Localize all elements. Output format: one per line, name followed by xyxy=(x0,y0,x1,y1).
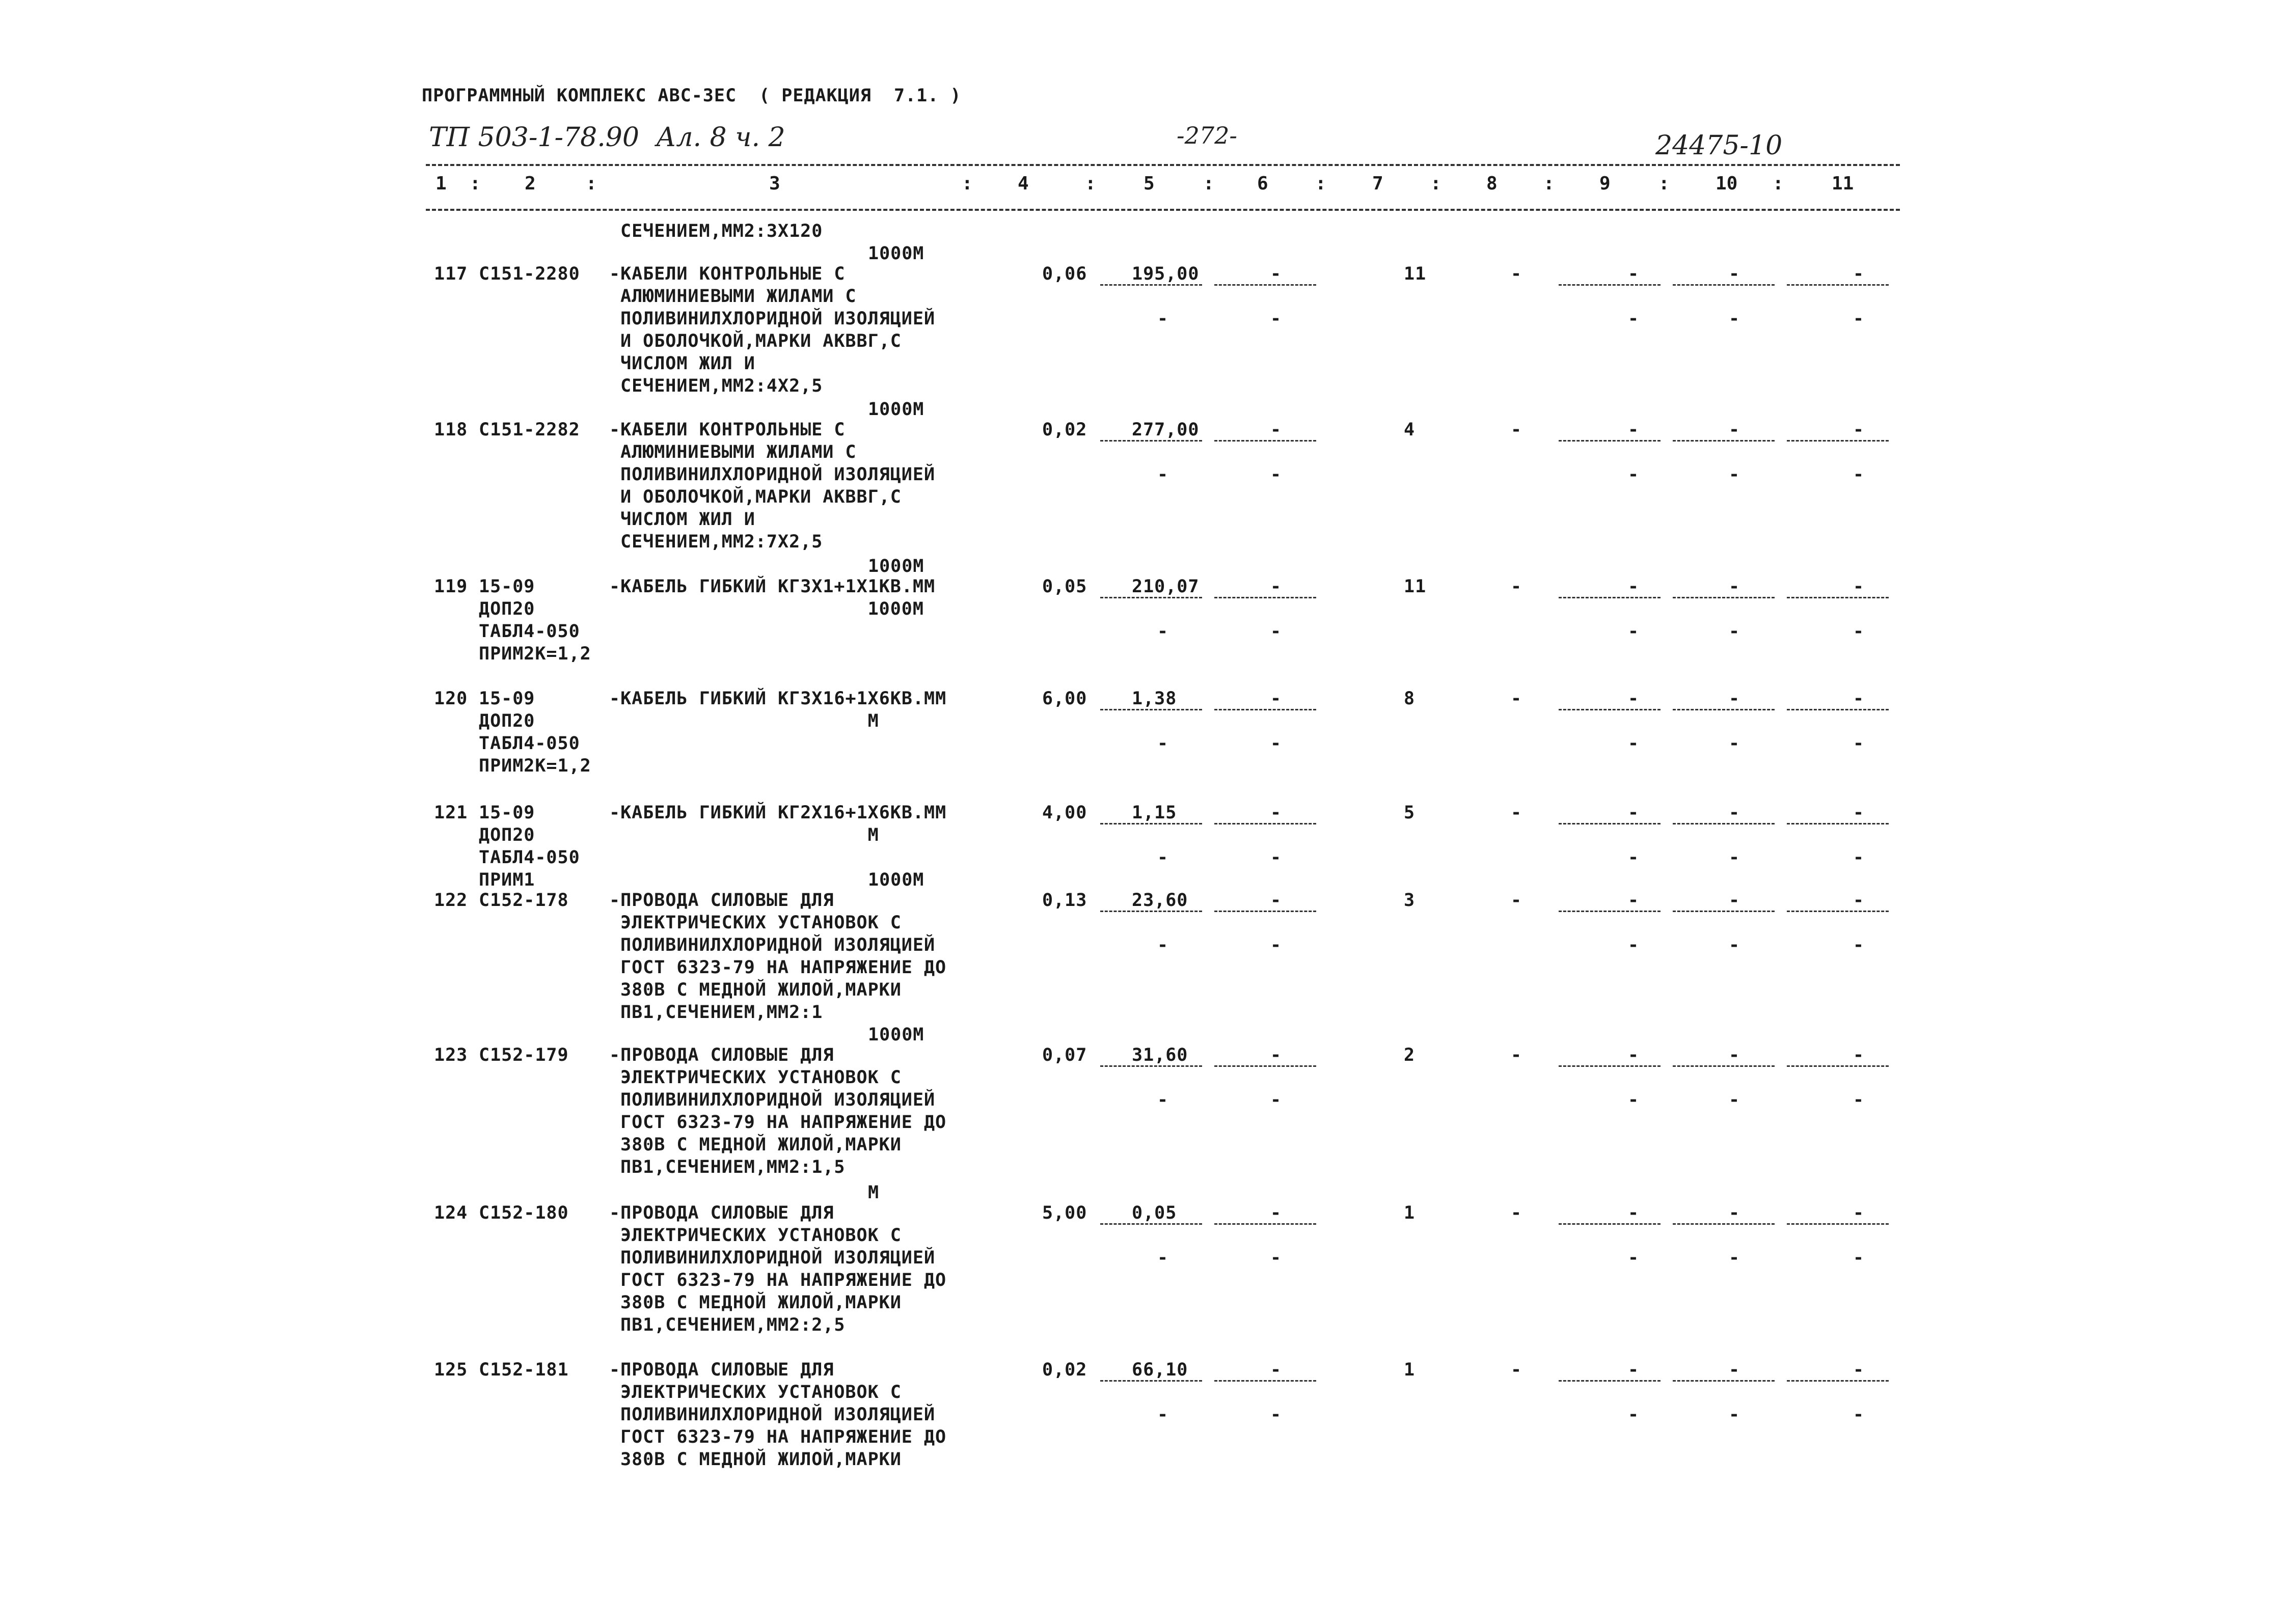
norm-code: С152-180 xyxy=(479,1203,569,1223)
description-line: М xyxy=(620,825,879,845)
col10-value: - xyxy=(1729,264,1740,284)
description-line: ПВ1,СЕЧЕНИЕМ,ММ2:1,5 xyxy=(620,1157,846,1177)
column-header-6: 6 xyxy=(1257,173,1268,194)
col9-value: - xyxy=(1628,1203,1640,1223)
separator-dash-10 xyxy=(1673,1223,1775,1225)
col7-value: 2 xyxy=(1404,1045,1416,1065)
col8-value: - xyxy=(1511,803,1522,823)
separator-dash-11 xyxy=(1787,1065,1889,1067)
col11-value: - xyxy=(1853,803,1865,823)
program-title: ПРОГРАММНЫЙ КОМПЛЕКС АВС-3ЕС ( РЕДАКЦИЯ 7.1. ) xyxy=(422,86,962,106)
sub-value-10: - xyxy=(1729,1090,1740,1110)
separator-dash-6 xyxy=(1214,440,1316,442)
separator-dash-10 xyxy=(1673,1065,1775,1067)
col9-value: - xyxy=(1628,420,1640,440)
column-separator: : xyxy=(1203,173,1214,194)
separator-dash-10 xyxy=(1673,440,1775,442)
description-line: ПОЛИВИНИЛХЛОРИДНОЙ ИЗОЛЯЦИЕЙ xyxy=(620,1248,936,1268)
norm-code: ТАБЛ4-050 xyxy=(479,621,580,642)
row-number: 123 xyxy=(434,1045,468,1065)
separator-dash-9 xyxy=(1559,1065,1661,1067)
page-number: -272- xyxy=(1177,122,1237,149)
description-line: СЕЧЕНИЕМ,ММ2:4X2,5 xyxy=(620,376,823,396)
quantity-value: 0,02 xyxy=(1042,1360,1087,1380)
separator-dash-9 xyxy=(1559,284,1661,286)
norm-code: 15-09 xyxy=(479,576,535,597)
row-number: 125 xyxy=(434,1360,468,1380)
col10-value: - xyxy=(1729,420,1740,440)
description-line: 380В С МЕДНОЙ ЖИЛОЙ,МАРКИ xyxy=(620,1449,902,1470)
column-header-4: 4 xyxy=(1018,173,1029,194)
quantity-value: 5,00 xyxy=(1042,1203,1087,1223)
description-line: -КАБЕЛЬ ГИБКИЙ КГ3X1+1X1КВ.ММ xyxy=(609,576,936,597)
description-line: ПОЛИВИНИЛХЛОРИДНОЙ ИЗОЛЯЦИЕЙ xyxy=(620,935,936,955)
sub-value-11: - xyxy=(1853,1248,1865,1268)
quantity-value: 4,00 xyxy=(1042,803,1087,823)
quantity-value: 6,00 xyxy=(1042,689,1087,709)
norm-code: ДОП20 xyxy=(479,599,535,619)
sub-value-9: - xyxy=(1628,1405,1640,1425)
col8-value: - xyxy=(1511,420,1522,440)
unit-label: 1000М xyxy=(868,870,924,890)
row-number: 118 xyxy=(434,420,468,440)
description-line: ЭЛЕКТРИЧЕСКИХ УСТАНОВОК С xyxy=(620,1225,902,1246)
separator-dash-10 xyxy=(1673,709,1775,710)
separator-dash-6 xyxy=(1214,284,1316,286)
col7-value: 11 xyxy=(1404,264,1427,284)
description-line: -ПРОВОДА СИЛОВЫЕ ДЛЯ xyxy=(609,1203,834,1223)
sub-value-9: - xyxy=(1628,621,1640,642)
unit-cost-value: 23,60 xyxy=(1132,890,1188,911)
col11-value: - xyxy=(1853,1360,1865,1380)
description-line: -ПРОВОДА СИЛОВЫЕ ДЛЯ xyxy=(609,1045,834,1065)
sub-value-11: - xyxy=(1853,935,1865,955)
separator-dash-6 xyxy=(1214,911,1316,912)
separator-dash-6 xyxy=(1214,1065,1316,1067)
sub-value-11: - xyxy=(1853,464,1865,485)
sub-value-10: - xyxy=(1729,621,1740,642)
description-line: ГОСТ 6323-79 НА НАПРЯЖЕНИЕ ДО xyxy=(620,1427,947,1447)
column-header-5: 5 xyxy=(1144,173,1155,194)
separator-dash-11 xyxy=(1787,597,1889,598)
sub-value-5: - xyxy=(1157,309,1169,329)
col6-value: - xyxy=(1270,890,1282,911)
description-line: ЭЛЕКТРИЧЕСКИХ УСТАНОВОК С xyxy=(620,913,902,933)
separator-dash-5 xyxy=(1100,1223,1202,1225)
sub-value-10: - xyxy=(1729,464,1740,485)
col10-value: - xyxy=(1729,1045,1740,1065)
separator-dash-10 xyxy=(1673,823,1775,824)
description-line: ПВ1,СЕЧЕНИЕМ,ММ2:1 xyxy=(620,1002,823,1023)
col10-value: - xyxy=(1729,689,1740,709)
sub-value-5: - xyxy=(1157,733,1169,754)
description-line: ПОЛИВИНИЛХЛОРИДНОЙ ИЗОЛЯЦИЕЙ xyxy=(620,309,936,329)
column-separator: : xyxy=(1543,173,1555,194)
unit-cost-value: 66,10 xyxy=(1132,1360,1188,1380)
separator-dash-5 xyxy=(1100,1380,1202,1382)
row-number: 119 xyxy=(434,576,468,597)
norm-code: ТАБЛ4-050 xyxy=(479,847,580,868)
norm-code: ДОП20 xyxy=(479,711,535,731)
description-line: ЭЛЕКТРИЧЕСКИХ УСТАНОВОК С xyxy=(620,1382,902,1402)
sub-value-5: - xyxy=(1157,847,1169,868)
description-line: 380В С МЕДНОЙ ЖИЛОЙ,МАРКИ xyxy=(620,1135,902,1155)
separator-dash-6 xyxy=(1214,823,1316,824)
sub-value-10: - xyxy=(1729,847,1740,868)
col10-value: - xyxy=(1729,576,1740,597)
sub-value-6: - xyxy=(1270,935,1282,955)
sub-value-11: - xyxy=(1853,621,1865,642)
quantity-value: 0,13 xyxy=(1042,890,1087,911)
sub-value-6: - xyxy=(1270,733,1282,754)
unit-cost-value: 1,38 xyxy=(1132,689,1177,709)
separator-dash-5 xyxy=(1100,823,1202,824)
separator-dash-9 xyxy=(1559,597,1661,598)
unit-cost-value: 210,07 xyxy=(1132,576,1200,597)
description-line: ПОЛИВИНИЛХЛОРИДНОЙ ИЗОЛЯЦИЕЙ xyxy=(620,464,936,485)
sub-value-11: - xyxy=(1853,1405,1865,1425)
norm-code: С151-2280 xyxy=(479,264,580,284)
column-separator: : xyxy=(586,173,597,194)
unit-label: М xyxy=(868,1182,880,1203)
description-line: АЛЮМИНИЕВЫМИ ЖИЛАМИ С xyxy=(620,442,857,462)
col9-value: - xyxy=(1628,1360,1640,1380)
separator-dash-11 xyxy=(1787,709,1889,710)
sub-value-5: - xyxy=(1157,1248,1169,1268)
separator-dash-6 xyxy=(1214,1380,1316,1382)
column-separator: : xyxy=(1658,173,1670,194)
separator-dash-9 xyxy=(1559,823,1661,824)
description-line: ЧИСЛОМ ЖИЛ И xyxy=(620,353,755,374)
col11-value: - xyxy=(1853,264,1865,284)
description-line: ПОЛИВИНИЛХЛОРИДНОЙ ИЗОЛЯЦИЕЙ xyxy=(620,1405,936,1425)
separator-dash-5 xyxy=(1100,911,1202,912)
sub-value-6: - xyxy=(1270,1405,1282,1425)
column-header-11: 11 xyxy=(1832,173,1854,194)
col8-value: - xyxy=(1511,1045,1522,1065)
separator-dash-6 xyxy=(1214,709,1316,710)
description-line: ЭЛЕКТРИЧЕСКИХ УСТАНОВОК С xyxy=(620,1067,902,1088)
document-reference: ТП 503-1-78.90 Ал. 8 ч. 2 xyxy=(429,122,785,153)
row-number: 120 xyxy=(434,689,468,709)
separator-dash-6 xyxy=(1214,1223,1316,1225)
sub-value-6: - xyxy=(1270,1248,1282,1268)
header-rule-bottom xyxy=(426,209,1900,211)
separator-dash-11 xyxy=(1787,823,1889,824)
description-line: 380В С МЕДНОЙ ЖИЛОЙ,МАРКИ xyxy=(620,980,902,1000)
description-line: -КАБЕЛЬ ГИБКИЙ КГ2X16+1X6КВ.ММ xyxy=(609,803,947,823)
sub-value-5: - xyxy=(1157,935,1169,955)
col8-value: - xyxy=(1511,576,1522,597)
header-rule-top xyxy=(426,164,1900,166)
sub-value-5: - xyxy=(1157,621,1169,642)
sub-value-10: - xyxy=(1729,733,1740,754)
description-line: ЧИСЛОМ ЖИЛ И xyxy=(620,509,755,530)
col9-value: - xyxy=(1628,576,1640,597)
column-separator: : xyxy=(1315,173,1326,194)
norm-code: ДОП20 xyxy=(479,825,535,845)
col9-value: - xyxy=(1628,890,1640,911)
separator-dash-9 xyxy=(1559,709,1661,710)
quantity-value: 0,07 xyxy=(1042,1045,1087,1065)
document-code: 24475-10 xyxy=(1655,130,1783,161)
col10-value: - xyxy=(1729,890,1740,911)
col7-value: 11 xyxy=(1404,576,1427,597)
separator-dash-11 xyxy=(1787,1223,1889,1225)
norm-code: 15-09 xyxy=(479,803,535,823)
unit-label: 1000М xyxy=(868,556,924,576)
col7-value: 5 xyxy=(1404,803,1416,823)
sub-value-9: - xyxy=(1628,464,1640,485)
col11-value: - xyxy=(1853,890,1865,911)
row-number: 122 xyxy=(434,890,468,911)
column-separator: : xyxy=(962,173,973,194)
separator-dash-10 xyxy=(1673,911,1775,912)
col6-value: - xyxy=(1270,1203,1282,1223)
unit-cost-value: 1,15 xyxy=(1132,803,1177,823)
norm-code: ТАБЛ4-050 xyxy=(479,733,580,754)
col8-value: - xyxy=(1511,1203,1522,1223)
col6-value: - xyxy=(1270,1045,1282,1065)
sub-value-5: - xyxy=(1157,464,1169,485)
col7-value: 1 xyxy=(1404,1203,1416,1223)
col9-value: - xyxy=(1628,264,1640,284)
unit-cost-value: 31,60 xyxy=(1132,1045,1188,1065)
norm-code: С152-178 xyxy=(479,890,569,911)
separator-dash-9 xyxy=(1559,1223,1661,1225)
norm-code: С152-179 xyxy=(479,1045,569,1065)
column-header-9: 9 xyxy=(1599,173,1611,194)
column-separator: : xyxy=(1773,173,1784,194)
column-separator: : xyxy=(470,173,481,194)
unit-cost-value: 195,00 xyxy=(1132,264,1200,284)
sub-value-9: - xyxy=(1628,935,1640,955)
column-header-7: 7 xyxy=(1372,173,1383,194)
description-line: СЕЧЕНИЕМ,ММ2:7X2,5 xyxy=(620,532,823,552)
norm-code: ПРИМ2К=1,2 xyxy=(479,644,591,664)
separator-dash-11 xyxy=(1787,911,1889,912)
separator-dash-11 xyxy=(1787,284,1889,286)
col9-value: - xyxy=(1628,803,1640,823)
sub-value-10: - xyxy=(1729,1405,1740,1425)
separator-dash-5 xyxy=(1100,597,1202,598)
description-line: -ПРОВОДА СИЛОВЫЕ ДЛЯ xyxy=(609,890,834,911)
description-line: М xyxy=(620,711,879,731)
row-number: 124 xyxy=(434,1203,468,1223)
separator-dash-5 xyxy=(1100,709,1202,710)
sub-value-11: - xyxy=(1853,1090,1865,1110)
col8-value: - xyxy=(1511,689,1522,709)
sub-value-9: - xyxy=(1628,847,1640,868)
separator-dash-10 xyxy=(1673,284,1775,286)
norm-code: ПРИМ2К=1,2 xyxy=(479,756,591,776)
description-line: И ОБОЛОЧКОЙ,МАРКИ АКВВГ,С xyxy=(620,331,902,351)
column-header-3: 3 xyxy=(769,173,780,194)
sub-value-5: - xyxy=(1157,1405,1169,1425)
col7-value: 3 xyxy=(1404,890,1416,911)
description-line: 380В С МЕДНОЙ ЖИЛОЙ,МАРКИ xyxy=(620,1292,902,1313)
sub-value-11: - xyxy=(1853,309,1865,329)
sub-value-10: - xyxy=(1729,309,1740,329)
separator-dash-5 xyxy=(1100,284,1202,286)
col8-value: - xyxy=(1511,264,1522,284)
separator-dash-10 xyxy=(1673,597,1775,598)
row-number: 121 xyxy=(434,803,468,823)
norm-code: ПРИМ1 xyxy=(479,870,535,890)
quantity-value: 0,06 xyxy=(1042,264,1087,284)
sub-value-6: - xyxy=(1270,847,1282,868)
description-line: ГОСТ 6323-79 НА НАПРЯЖЕНИЕ ДО xyxy=(620,1112,947,1133)
separator-dash-9 xyxy=(1559,911,1661,912)
col6-value: - xyxy=(1270,420,1282,440)
description-line: -КАБЕЛЬ ГИБКИЙ КГ3X16+1X6КВ.ММ xyxy=(609,689,947,709)
sub-value-9: - xyxy=(1628,1248,1640,1268)
column-header-8: 8 xyxy=(1486,173,1498,194)
sub-value-9: - xyxy=(1628,1090,1640,1110)
description-line: -ПРОВОДА СИЛОВЫЕ ДЛЯ xyxy=(609,1360,834,1380)
column-separator: : xyxy=(1430,173,1441,194)
col6-value: - xyxy=(1270,803,1282,823)
unit-cost-value: 277,00 xyxy=(1132,420,1200,440)
description-line: И ОБОЛОЧКОЙ,МАРКИ АКВВГ,С xyxy=(620,487,902,507)
norm-code: 15-09 xyxy=(479,689,535,709)
quantity-value: 0,05 xyxy=(1042,576,1087,597)
separator-dash-11 xyxy=(1787,1380,1889,1382)
sub-value-10: - xyxy=(1729,935,1740,955)
sub-value-11: - xyxy=(1853,733,1865,754)
sub-value-9: - xyxy=(1628,733,1640,754)
col6-value: - xyxy=(1270,689,1282,709)
unit-label: 1000М xyxy=(868,1025,924,1045)
col6-value: - xyxy=(1270,264,1282,284)
sub-value-6: - xyxy=(1270,1090,1282,1110)
col6-value: - xyxy=(1270,576,1282,597)
description-line: -КАБЕЛИ КОНТРОЛЬНЫЕ С xyxy=(609,264,846,284)
unit-cost-value: 0,05 xyxy=(1132,1203,1177,1223)
col10-value: - xyxy=(1729,1360,1740,1380)
sub-value-9: - xyxy=(1628,309,1640,329)
description-line: ГОСТ 6323-79 НА НАПРЯЖЕНИЕ ДО xyxy=(620,1270,947,1290)
continuation-text: СЕЧЕНИЕМ,ММ2:3X120 xyxy=(620,221,823,241)
separator-dash-6 xyxy=(1214,597,1316,598)
separator-dash-10 xyxy=(1673,1380,1775,1382)
separator-dash-9 xyxy=(1559,1380,1661,1382)
col11-value: - xyxy=(1853,689,1865,709)
unit-label: 1000М xyxy=(868,243,924,264)
unit-label: 1000М xyxy=(868,399,924,420)
col11-value: - xyxy=(1853,576,1865,597)
description-line: -КАБЕЛИ КОНТРОЛЬНЫЕ С xyxy=(609,420,846,440)
norm-code: С151-2282 xyxy=(479,420,580,440)
norm-code: С152-181 xyxy=(479,1360,569,1380)
separator-dash-9 xyxy=(1559,440,1661,442)
column-header-1: 1 xyxy=(436,173,447,194)
col6-value: - xyxy=(1270,1360,1282,1380)
description-line: ПОЛИВИНИЛХЛОРИДНОЙ ИЗОЛЯЦИЕЙ xyxy=(620,1090,936,1110)
column-separator: : xyxy=(1085,173,1096,194)
sub-value-6: - xyxy=(1270,309,1282,329)
separator-dash-11 xyxy=(1787,440,1889,442)
col7-value: 8 xyxy=(1404,689,1416,709)
col10-value: - xyxy=(1729,1203,1740,1223)
col7-value: 4 xyxy=(1404,420,1416,440)
sub-value-11: - xyxy=(1853,847,1865,868)
separator-dash-5 xyxy=(1100,440,1202,442)
description-line: ГОСТ 6323-79 НА НАПРЯЖЕНИЕ ДО xyxy=(620,957,947,978)
sub-value-6: - xyxy=(1270,464,1282,485)
sub-value-6: - xyxy=(1270,621,1282,642)
separator-dash-5 xyxy=(1100,1065,1202,1067)
col7-value: 1 xyxy=(1404,1360,1416,1380)
description-line: ПВ1,СЕЧЕНИЕМ,ММ2:2,5 xyxy=(620,1315,846,1335)
description-line: АЛЮМИНИЕВЫМИ ЖИЛАМИ С xyxy=(620,286,857,307)
column-header-10: 10 xyxy=(1716,173,1738,194)
col9-value: - xyxy=(1628,1045,1640,1065)
row-number: 117 xyxy=(434,264,468,284)
col9-value: - xyxy=(1628,689,1640,709)
col8-value: - xyxy=(1511,890,1522,911)
col10-value: - xyxy=(1729,803,1740,823)
sub-value-5: - xyxy=(1157,1090,1169,1110)
column-header-2: 2 xyxy=(525,173,536,194)
quantity-value: 0,02 xyxy=(1042,420,1087,440)
description-line: 1000М xyxy=(620,599,924,619)
col11-value: - xyxy=(1853,1045,1865,1065)
col11-value: - xyxy=(1853,1203,1865,1223)
sub-value-10: - xyxy=(1729,1248,1740,1268)
col11-value: - xyxy=(1853,420,1865,440)
col8-value: - xyxy=(1511,1360,1522,1380)
